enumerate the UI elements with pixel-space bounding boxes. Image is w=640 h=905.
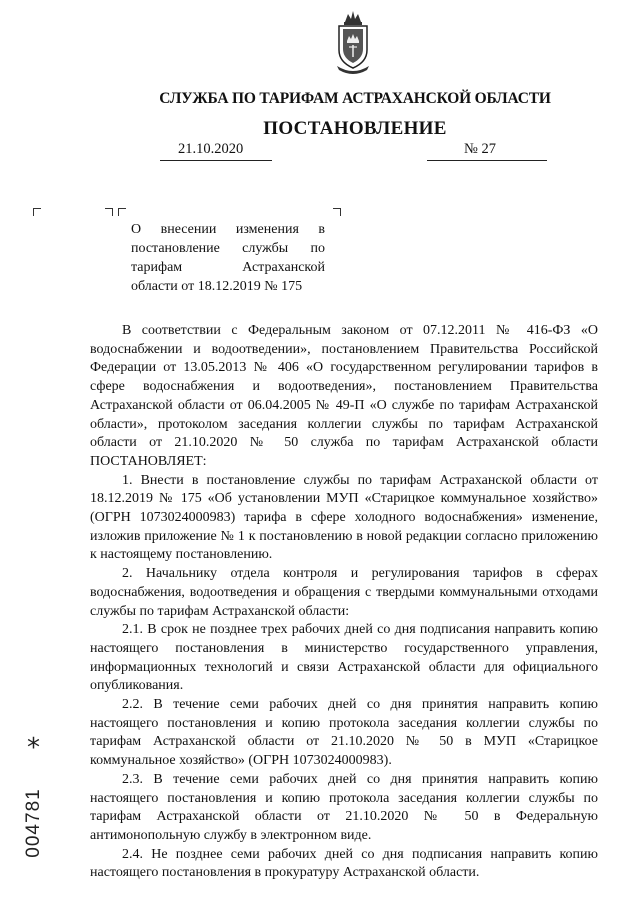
coat-of-arms-icon bbox=[331, 10, 375, 74]
subject-line: области от 18.12.2019 № 175 bbox=[131, 279, 303, 294]
corner-mark-mid-right bbox=[118, 208, 126, 216]
serial-number-stamp bbox=[24, 760, 44, 885]
preamble-paragraph: В соответствии с Федеральным законом от 07.12.2011 № 416-ФЗ «О водоснабжении и водоотведении», постановлением Правительства Российской Федерации от 13.05.2013 № 406 «О государственном регулировании тарифов в сфере водоснабжения и водоотведения», постановлением Правительства Астраханской области от 06.04.2005 № 49-П «О службе по тарифам Астраханской области», протоколом заседания коллегии службы по тарифам Астраханской области от 21.10.2020 № 50 служба по тарифам Астраханской области ПОСТАНОВЛЯЕТ: bbox=[90, 323, 598, 469]
corner-mark-mid-left bbox=[105, 208, 113, 216]
document-type: ПОСТАНОВЛЕНИЕ bbox=[263, 118, 447, 139]
clause-2-3: 2.3. В течение семи рабочих дней со дня принятия направить копию настоящего постановления и копию протокола заседания коллегии службы по тарифам Астраханской области от 21.10.2020 № 50 в Федеральную антимонопольную службу в электронном виде. bbox=[90, 771, 598, 843]
clause-2: 2. Начальнику отдела контроля и регулирования тарифов в сферах водоснабжения, водоотведения и обращения с твердыми коммунальными отходами службы по тарифам Астраханской области: bbox=[90, 566, 598, 619]
clause-2-2: 2.2. В течение семи рабочих дней со дня принятия направить копию настоящего постановления и копию протокола заседания коллегии службы по тарифам Астраханской области от 21.10.2020 № 50 в МУП «Старицкое коммунальное хозяйство» (ОГРН 1073024000983). bbox=[90, 697, 598, 769]
date-underline bbox=[160, 160, 272, 161]
clause-2-4: 2.4. Не позднее семи рабочих дней со дня подписания направить копию настоящего постановления в прокуратуру Астраханской области. bbox=[90, 846, 598, 881]
document-body bbox=[90, 322, 598, 883]
number-underline bbox=[427, 160, 547, 161]
subject-line: тарифам Астраханской bbox=[131, 260, 325, 275]
subject-line: О внесении изменения в bbox=[131, 222, 325, 237]
serial-number: 004781 bbox=[23, 787, 44, 858]
document-number: № 27 bbox=[464, 141, 496, 157]
document-date: 21.10.2020 bbox=[178, 141, 244, 157]
asterisk-mark: * bbox=[27, 733, 40, 763]
document-subject bbox=[131, 220, 325, 296]
clause-2-1: 2.1. В срок не позднее трех рабочих дней со дня подписания направить копию настоящего постановления в министерство государственного управления, информационных технологий и связи Астраханской области для официального опубликования. bbox=[90, 622, 598, 694]
agency-name: СЛУЖБА ПО ТАРИФАМ АСТРАХАНСКОЙ ОБЛАСТИ bbox=[159, 90, 551, 107]
corner-mark-left bbox=[33, 208, 41, 216]
corner-mark-right bbox=[333, 208, 341, 216]
clause-1: 1. Внести в постановление службы по тарифам Астраханской области от 18.12.2019 № 175 «Об установлении МУП «Старицкое коммунальное хозяйство» (ОГРН 1073024000983) тарифа в сфере холодного водоснабжения» изменение, изложив приложение № 1 к постановлению в новой редакции согласно приложению к настоящему постановлению. bbox=[90, 472, 598, 563]
subject-line: постановление службы по bbox=[131, 241, 325, 256]
